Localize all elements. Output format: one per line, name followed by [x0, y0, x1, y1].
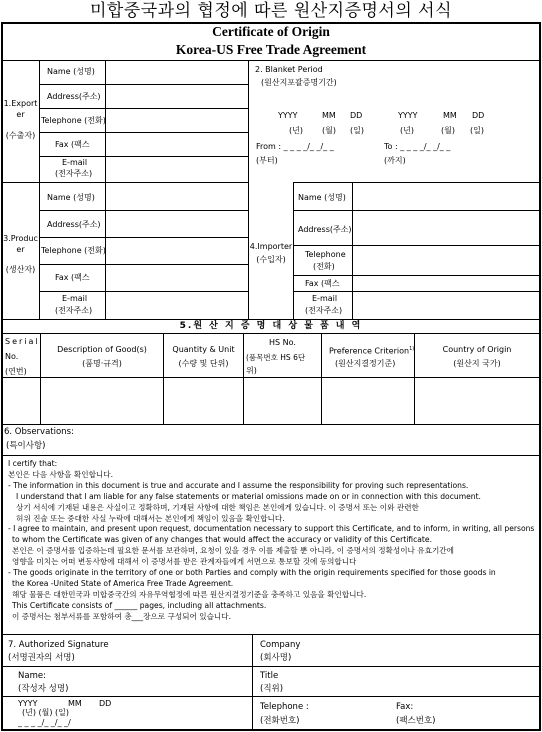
importer-label-ko: (수입자) [256, 255, 286, 264]
exporter-label: 1.Export [3, 99, 38, 108]
observations-field[interactable] [120, 426, 538, 454]
producer-email-label: E-mail [62, 294, 88, 303]
statement-line: 영향을 미치는 어떠 변동사항에 대해서 이 증명서를 받은 관계자들에게 서면으로 통보할 것에 동의합니다 [12, 557, 357, 567]
exporter-label: er [16, 110, 25, 119]
goods-section-title: 5.원 산 지 증 명 대 상 물 품 내 역 [179, 321, 363, 331]
telephone-field[interactable] [320, 698, 390, 728]
name-label: Name: [18, 671, 46, 681]
importer-address-field[interactable] [353, 211, 539, 244]
exporter-name-label: Name (성명) [47, 67, 95, 76]
from-mm: MM [322, 111, 336, 120]
company-field[interactable] [330, 636, 538, 664]
importer-fax-field[interactable] [353, 276, 539, 290]
statement-line: the Korea -United State of America Free Trade Agreement. [12, 578, 234, 588]
date-labels-ko: (년) (월) (일) [22, 708, 69, 717]
from-label-ko: (부터) [256, 156, 278, 165]
importer-telephone-label-ko: (전화) [313, 262, 335, 271]
col-hs-header: HS No. [269, 338, 296, 347]
producer-email-label-ko: (전자주소) [55, 306, 93, 315]
frame-bottom [1, 729, 541, 731]
importer-label: 4.Importer [249, 242, 293, 251]
col-serial-header: No. [5, 352, 19, 361]
rule [39, 60, 40, 182]
importer-telephone-label: Telephone [305, 250, 346, 259]
date-dd: DD [99, 699, 112, 708]
col-quantity-header-ko: (수량 및 단위) [178, 359, 229, 368]
to-dd-ko: (일) [470, 126, 484, 135]
signature-date-field[interactable]: _ _ _ _/_ _/_ _/ [18, 718, 71, 727]
goods-serial-cell[interactable] [3, 378, 39, 423]
importer-name-field[interactable] [353, 183, 539, 209]
col-description-header-ko: (품명·규격) [82, 359, 122, 368]
importer-address-label: Address(주소) [298, 225, 352, 234]
importer-email-label: E-mail [312, 294, 338, 303]
from-yyyy: YYYY [278, 111, 298, 120]
to-date-field[interactable]: To : _ _ _ _/_ _/_ _ [384, 142, 451, 151]
to-label-ko: (까지) [384, 156, 406, 165]
rule [39, 182, 40, 319]
from-dd-ko: (일) [350, 126, 364, 135]
producer-label: er [16, 245, 25, 254]
rule [2, 60, 540, 61]
importer-fax-label: Fax (팩스 [305, 279, 340, 288]
exporter-telephone-field[interactable] [106, 109, 247, 131]
exporter-telephone-label: Telephone (전화) [41, 116, 106, 125]
title-field[interactable] [330, 668, 538, 694]
title-label-ko: (직위) [260, 684, 284, 694]
from-dd: DD [350, 111, 363, 120]
goods-description-cell[interactable] [41, 378, 162, 423]
producer-fax-label: Fax (팩스 [55, 273, 90, 282]
name-field[interactable] [110, 668, 250, 694]
rule [2, 696, 540, 697]
importer-name-label: Name (성명) [298, 193, 346, 202]
certificate-title: Certificate of Origin [212, 24, 330, 39]
col-country-header-ko: (원산지 국가) [453, 359, 501, 368]
to-yyyy-ko: (년) [400, 126, 414, 135]
statement-line: 본인은 이 증명서를 입증하는데 필요한 문서를 보관하며, 요청이 있을 경우 이를 제출할 뿐 아니라, 이 증명서의 정확성이나 유효기간에 [12, 546, 454, 556]
signature-subtitle: (서명권자의 서명) [8, 653, 75, 663]
rule [2, 455, 540, 456]
certification-statement [8, 459, 538, 623]
blanket-title: 2. Blanket Period [255, 65, 323, 74]
page-title: 미합중국과의 협정에 따른 원산지증명서의 서식 [89, 1, 453, 21]
telephone-label-ko: (전화번호) [260, 716, 300, 726]
importer-telephone-field[interactable] [353, 246, 539, 274]
to-yyyy: YYYY [398, 111, 418, 120]
col-preference-header [329, 344, 414, 357]
statement-line: 본인은 다음 사항을 확인합니다. [8, 469, 114, 479]
exporter-email-label: E-mail [62, 158, 88, 167]
blanket-subtitle: (원산지포괄증명기간) [261, 78, 337, 87]
exporter-name-field[interactable] [106, 61, 247, 83]
goods-quantity-cell[interactable] [164, 378, 242, 423]
producer-address-field[interactable] [106, 211, 247, 236]
from-yyyy-ko: (년) [289, 126, 303, 135]
to-mm-ko: (월) [441, 126, 455, 135]
name-label-ko: (작성자 성명) [18, 684, 69, 694]
exporter-email-field[interactable] [106, 157, 247, 181]
col-quantity-header: Quantity & Unit [172, 345, 235, 354]
importer-email-label-ko: (전자주소) [305, 306, 343, 315]
company-label-ko: (회사명) [260, 653, 292, 663]
col-preference-footnote: 1) [409, 346, 415, 352]
producer-telephone-field[interactable] [106, 238, 247, 263]
fax-field[interactable] [460, 698, 538, 728]
producer-label-ko: (생산자) [5, 265, 36, 274]
date-yyyy: YYYY [18, 699, 38, 708]
statement-line: I understand that I am liable for any false statements or material omissions made on or in connection with this document. [16, 491, 481, 501]
rule [2, 424, 540, 425]
goods-hs-cell[interactable] [244, 378, 320, 423]
statement-line: 해당 물품은 대한민국과 미합중국간의 자유무역협정에 따른 원산지결정기준을 충족하고 있음을 확인합니다. [12, 589, 367, 599]
to-dd: DD [472, 111, 485, 120]
company-label: Company [260, 640, 301, 650]
rule [293, 182, 294, 319]
signature-field[interactable] [130, 636, 250, 664]
producer-name-field[interactable] [106, 183, 247, 209]
producer-telephone-label: Telephone (전화) [41, 246, 106, 255]
exporter-address-field[interactable] [106, 85, 247, 107]
goods-preference-cell[interactable] [322, 378, 413, 423]
rule [2, 666, 540, 667]
date-mm: MM [68, 699, 82, 708]
col-hs-header-ko: (품목번호 HS 6단 [246, 353, 306, 362]
observations-subtitle: (특이사항) [6, 441, 46, 451]
observations-title: 6. Observations: [4, 427, 74, 437]
col-country-header: Country of Origin [442, 345, 512, 354]
statement-line: - I agree to maintain, and present upon request, documentation necessary to support this Certificate, and to inform, in writing, all persons [8, 524, 535, 534]
producer-label: 3.Produc [3, 234, 38, 243]
exporter-label-ko: (수출자) [5, 131, 36, 140]
telephone-label: Telephone : [260, 702, 309, 712]
statement-line: 상기 서식에 기재된 내용은 사실이고 정확하며, 기재된 사항에 대한 책임은 본인에게 있습니다. 이 증명서 또는 이와 관련한 [16, 502, 419, 512]
rule [248, 60, 249, 319]
rule [2, 634, 540, 635]
statement-line: I certify that: [8, 459, 58, 468]
exporter-address-label: Address(주소) [47, 92, 101, 101]
exporter-fax-field[interactable] [106, 133, 247, 155]
importer-email-field[interactable] [353, 292, 539, 318]
title-label: Title [260, 671, 279, 681]
to-mm: MM [443, 111, 457, 120]
from-mm-ko: (월) [322, 126, 336, 135]
statement-line: to whom the Certificate was given of any changes that would affect the accuracy or validity of this Certificate. [12, 535, 432, 545]
rule [2, 333, 540, 334]
producer-fax-field[interactable] [106, 265, 247, 290]
producer-email-field[interactable] [106, 292, 247, 318]
fax-label: Fax: [396, 702, 414, 712]
col-preference-text: Preference Criterion [329, 346, 410, 356]
exporter-email-label-ko: (전자주소) [55, 169, 93, 178]
statement-line: 이 증명서는 첨부서류를 포함하여 총___장으로 구성되어 있습니다. [12, 611, 232, 621]
certificate-subtitle: Korea-US Free Trade Agreement [175, 42, 367, 57]
statement-line: 허위 진술 또는 중대한 사실 누락에 대해서는 본인에게 책임이 있음을 확인합니다. [16, 513, 285, 523]
producer-name-label: Name (성명) [47, 193, 95, 202]
col-description-header: Description of Good(s) [57, 345, 147, 354]
col-serial-header-ko: (연번) [5, 367, 27, 376]
col-preference-header-ko: (원산지결정기준) [335, 359, 396, 368]
col-hs-header-ko: 위) [246, 366, 257, 375]
from-date-field[interactable]: From : _ _ _ _/_ _/_ _ [256, 142, 334, 151]
statement-line: - The goods originate in the territory of one or both Parties and comply with the origin requirements specified for those goods in [8, 568, 496, 578]
exporter-fax-label: Fax (팩스 [55, 140, 90, 149]
goods-country-cell[interactable] [415, 378, 538, 423]
statement-line: - The information in this document is true and accurate and I assume the responsibility for proving such representations. [8, 480, 469, 490]
producer-address-label: Address(주소) [47, 220, 101, 229]
fax-label-ko: (팩스번호) [396, 716, 436, 726]
signature-title: 7. Authorized Signature [8, 640, 109, 650]
rule [252, 634, 253, 730]
statement-line: This Certificate consists of ______ pages, including all attachments. [12, 600, 267, 610]
col-serial-header: Serial [5, 337, 40, 346]
